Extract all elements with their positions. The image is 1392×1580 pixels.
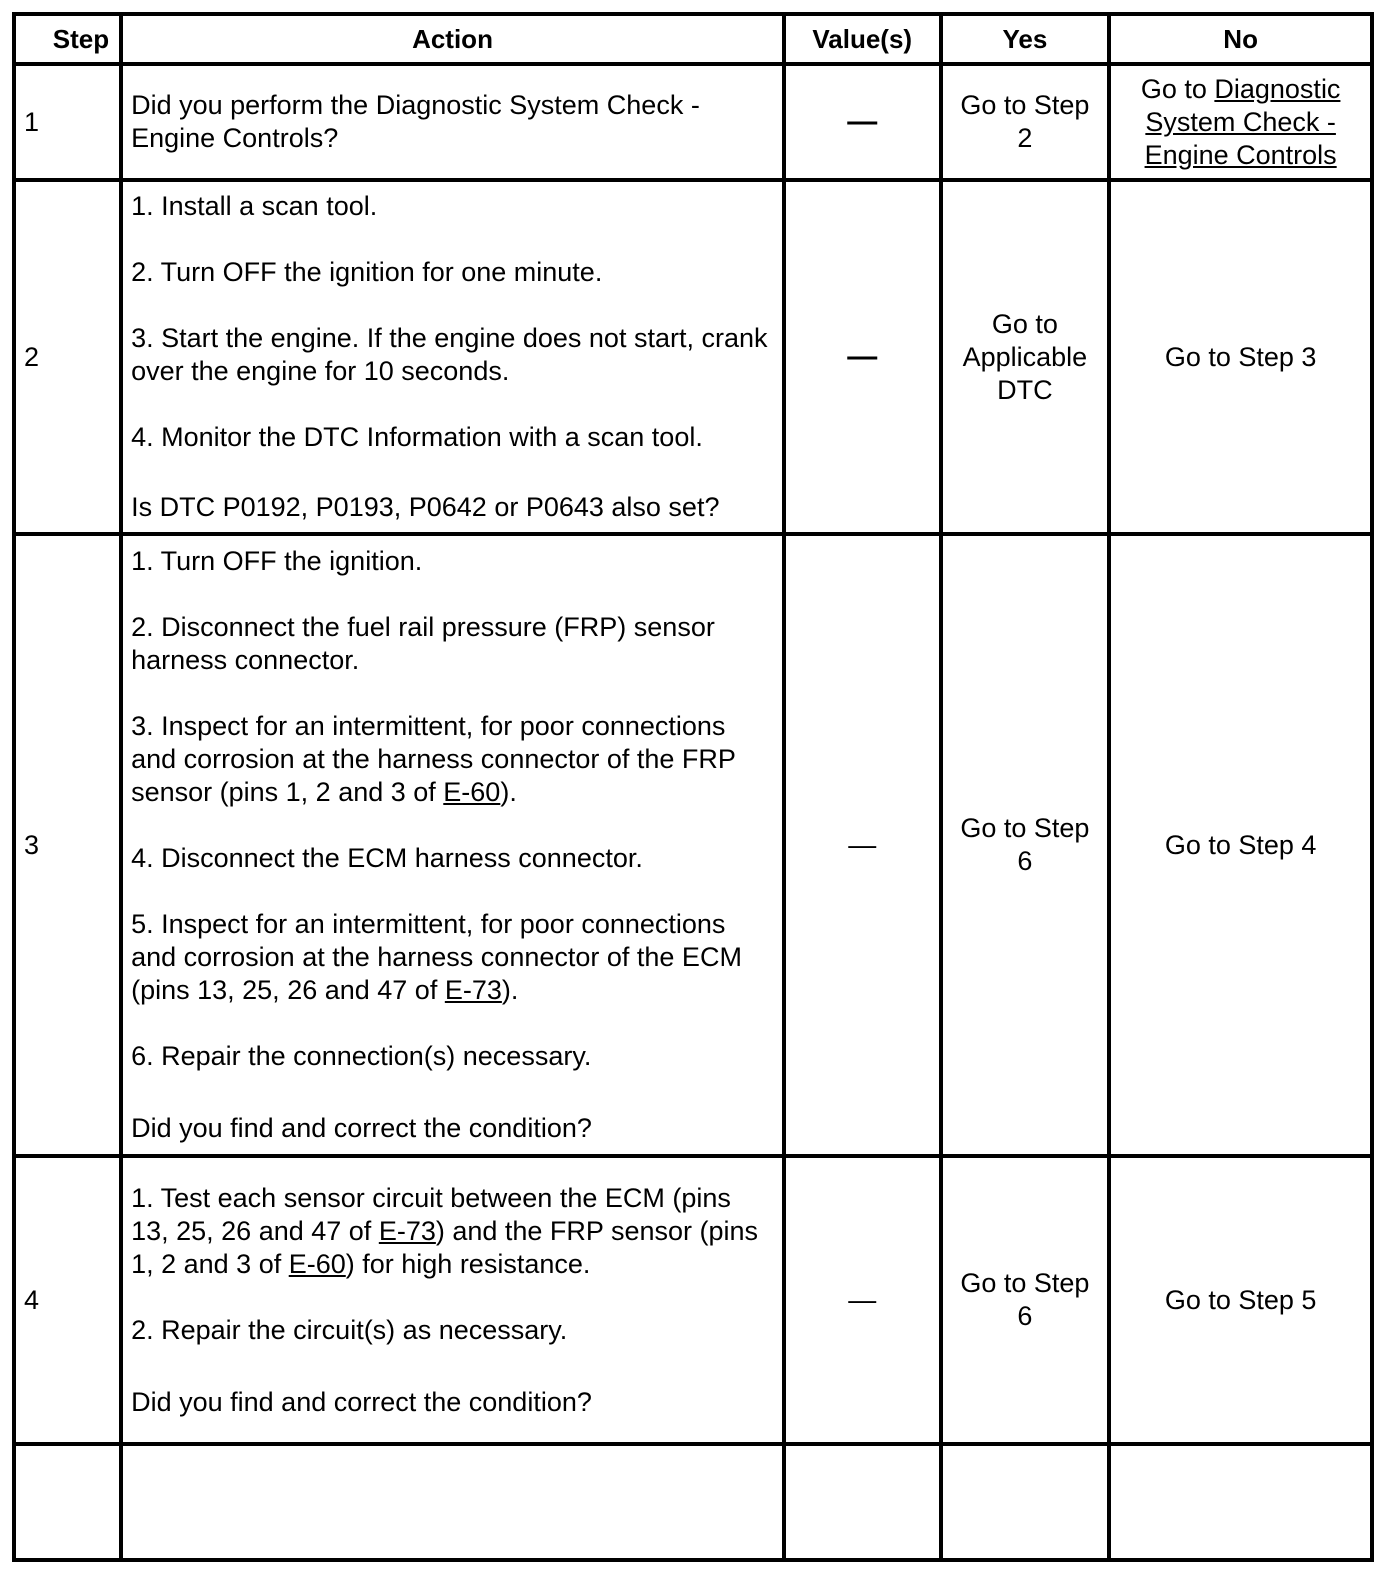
value-dash: — (847, 105, 878, 138)
empty-cell (121, 1444, 784, 1560)
action-item: 4. Disconnect the ECM harness connector. (131, 843, 643, 873)
yes-cell: Go to Applicable DTC (941, 180, 1110, 534)
table-row-step-2 (14, 180, 1372, 534)
action-item: 4. Monitor the DTC Information with a scan tool. (131, 422, 703, 452)
no-cell (1109, 64, 1372, 180)
table-row-empty (14, 1444, 1372, 1560)
action-item (131, 1182, 774, 1281)
action-item: 1. Turn OFF the ignition. (131, 546, 423, 576)
empty-cell (784, 1444, 941, 1560)
action-item (131, 908, 774, 1007)
action-item: 2. Turn OFF the ignition for one minute. (131, 257, 603, 287)
action-cell (121, 180, 784, 534)
action-item: 6. Repair the connection(s) necessary. (131, 1041, 592, 1071)
action-item-text: 5. Inspect for an intermittent, for poor connections and corrosion at the harness connector of the ECM (pins 13, 25, 26 and 47 of (131, 909, 742, 1005)
col-header-values: Value(s) (784, 14, 941, 64)
action-question: Did you find and correct the condition? (131, 1386, 592, 1417)
step-number: 1 (14, 64, 121, 180)
value-dash: — (848, 829, 877, 860)
step-number: 4 (14, 1156, 121, 1444)
action-item-text: ) for high resistance. (345, 1248, 591, 1279)
action-question: Is DTC P0192, P0193, P0642 or P0643 also set? (131, 492, 720, 522)
link-connector-e-73[interactable]: E-73 (444, 975, 502, 1005)
value-dash: — (848, 1284, 877, 1315)
action-item: 3. Start the engine. If the engine does not start, crank over the engine for 10 seconds. (131, 323, 768, 386)
action-item-text: 1. Test each sensor circuit between the ECM (pins 13, 25, 26 and 47 of (131, 1182, 731, 1246)
empty-cell (941, 1444, 1110, 1560)
link-connector-e-60[interactable]: E-60 (443, 777, 501, 807)
yes-cell: Go to Step 2 (941, 64, 1110, 180)
diagnostic-table (12, 12, 1374, 1562)
table-row-step-1 (14, 64, 1372, 180)
col-header-action: Action (121, 14, 784, 64)
value-dash: — (847, 340, 878, 373)
link-connector-e-60[interactable]: E-60 (288, 1248, 346, 1279)
step-number: 2 (14, 180, 121, 534)
action-question: Did you find and correct the condition? (131, 1113, 592, 1143)
table-row-step-3 (14, 534, 1372, 1156)
no-cell: Go to Step 4 (1109, 534, 1372, 1156)
no-cell: Go to Step 3 (1109, 180, 1372, 534)
action-cell (121, 1156, 784, 1444)
action-item (131, 710, 774, 809)
empty-cell (1109, 1444, 1372, 1560)
yes-cell: Go to Step 6 (941, 534, 1110, 1156)
action-item-text: 3. Inspect for an intermittent, for poor connections and corrosion at the harness connector of the FRP sensor (pins 1, 2 and 3 of (131, 711, 736, 807)
action-item-text: ). (500, 777, 517, 807)
action-item: 1. Install a scan tool. (131, 191, 378, 221)
yes-cell: Go to Step 6 (941, 1156, 1110, 1444)
value-cell (784, 64, 941, 180)
col-header-step: Step (14, 14, 121, 64)
empty-cell (14, 1444, 121, 1560)
value-cell (784, 180, 941, 534)
col-header-no: No (1109, 14, 1372, 64)
value-cell (784, 1156, 941, 1444)
action-item: 2. Repair the circuit(s) as necessary. (131, 1314, 568, 1345)
no-goto-label: Go to (1140, 73, 1215, 104)
step-number: 3 (14, 534, 121, 1156)
table-header-row (14, 14, 1372, 64)
action-text: Did you perform the Diagnostic System Check - Engine Controls? (121, 64, 784, 180)
table-row-step-4 (14, 1156, 1372, 1444)
no-cell: Go to Step 5 (1109, 1156, 1372, 1444)
action-cell (121, 534, 784, 1156)
link-diagnostic-system-check[interactable]: Diagnostic System Check - Engine Controls (1144, 73, 1341, 170)
action-item: 2. Disconnect the fuel rail pressure (FRP) sensor harness connector. (131, 612, 715, 675)
link-connector-e-73[interactable]: E-73 (378, 1215, 436, 1246)
action-item-text: ) and the FRP sensor (pins 1, 2 and 3 of (131, 1215, 759, 1279)
action-item-text: ). (501, 975, 519, 1005)
col-header-yes: Yes (941, 14, 1110, 64)
value-cell (784, 534, 941, 1156)
